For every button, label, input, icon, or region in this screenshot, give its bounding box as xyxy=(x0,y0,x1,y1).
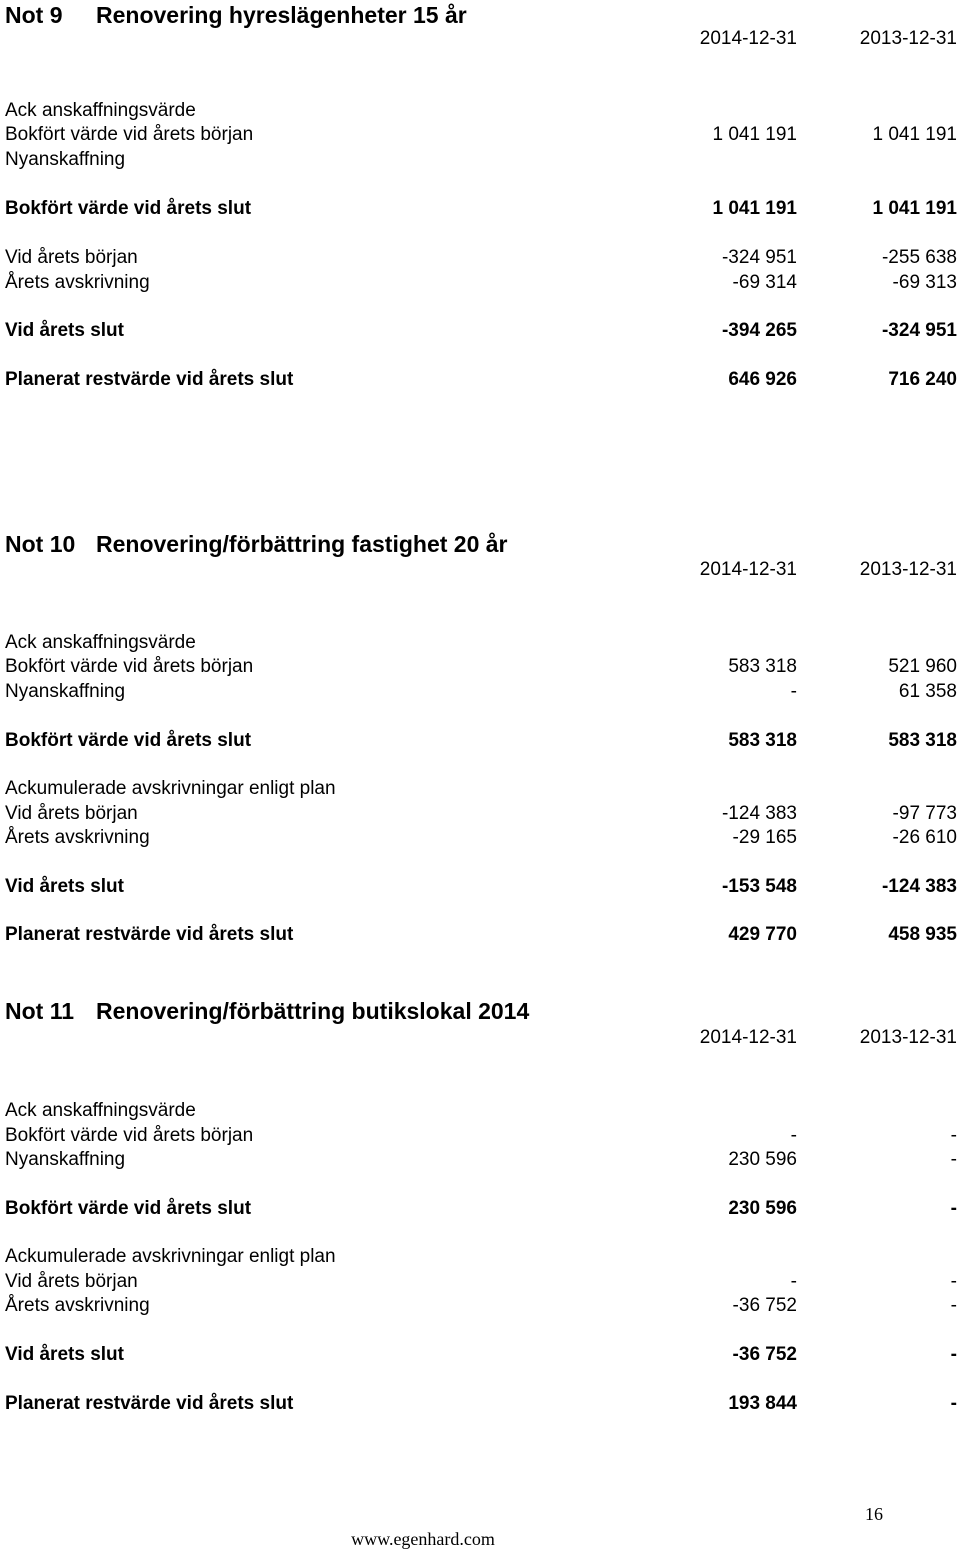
row-label: Ack anskaffningsvärde xyxy=(5,632,196,653)
value-2013: 716 240 xyxy=(888,369,957,390)
value-2013: -324 951 xyxy=(881,320,957,341)
table-row xyxy=(0,654,960,680)
value-2013: - xyxy=(950,1271,957,1292)
table-row xyxy=(0,1123,960,1149)
row-label: Vid årets början xyxy=(5,1271,138,1292)
value-2014: -324 951 xyxy=(721,247,797,268)
table-row xyxy=(0,1196,960,1222)
value-2014: 429 770 xyxy=(728,924,797,945)
note-title-text: Renovering/förbättring fastighet 20 år xyxy=(96,531,508,557)
value-2014: - xyxy=(790,1125,797,1146)
column-header-2014: 2014-12-31 xyxy=(699,1027,797,1048)
note-title-text: Renovering/förbättring butikslokal 2014 xyxy=(96,998,530,1024)
note-number: Not 10 xyxy=(5,531,76,557)
note-11-title xyxy=(5,996,529,1026)
table-row xyxy=(0,270,960,296)
table-row xyxy=(0,1147,960,1173)
value-2014: -124 383 xyxy=(721,803,797,824)
value-2014: 230 596 xyxy=(728,1198,797,1219)
value-2014: 1 041 191 xyxy=(712,124,797,145)
value-2014: 193 844 xyxy=(728,1393,797,1414)
row-label: Nyanskaffning xyxy=(5,681,126,702)
value-2013: 1 041 191 xyxy=(872,198,957,219)
table-row xyxy=(0,367,960,393)
row-label: Årets avskrivning xyxy=(5,272,150,293)
table-row xyxy=(0,801,960,827)
value-2013: -97 773 xyxy=(892,803,957,824)
row-label: Ackumulerade avskrivningar enligt plan xyxy=(5,778,336,799)
value-2014: 583 318 xyxy=(728,656,797,677)
row-label: Vid årets slut xyxy=(5,320,124,341)
row-label: Nyanskaffning xyxy=(5,149,126,170)
value-2014: 646 926 xyxy=(728,369,797,390)
value-2013: - xyxy=(950,1149,957,1170)
table-row xyxy=(0,874,960,900)
table-row xyxy=(0,318,960,344)
table-row xyxy=(0,122,960,148)
table-row xyxy=(0,1244,960,1270)
value-2013: 521 960 xyxy=(888,656,957,677)
footer-url[interactable]: www.egenhard.com xyxy=(351,1529,495,1549)
page-number: 16 xyxy=(865,1504,883,1524)
value-2014: -394 265 xyxy=(721,320,797,341)
column-header-2013: 2013-12-31 xyxy=(859,28,957,49)
value-2013: 458 935 xyxy=(888,924,957,945)
table-row xyxy=(0,630,960,656)
row-label: Bokfört värde vid årets slut xyxy=(5,730,252,751)
note-10-title xyxy=(5,529,508,559)
value-2014: 1 041 191 xyxy=(712,198,797,219)
row-label: Årets avskrivning xyxy=(5,1295,150,1316)
value-2013: - xyxy=(950,1198,957,1219)
value-2013: -69 313 xyxy=(892,272,957,293)
table-row xyxy=(0,776,960,802)
table-row xyxy=(0,728,960,754)
note-10-column-headers xyxy=(0,557,960,583)
row-label: Ack anskaffningsvärde xyxy=(5,1100,196,1121)
value-2013: 61 358 xyxy=(898,681,957,702)
row-label: Planerat restvärde vid årets slut xyxy=(5,369,294,390)
row-label: Ack anskaffningsvärde xyxy=(5,100,196,121)
value-2014: 230 596 xyxy=(728,1149,797,1170)
table-row xyxy=(0,679,960,705)
row-label: Årets avskrivning xyxy=(5,827,150,848)
row-label: Vid årets slut xyxy=(5,1344,124,1365)
row-label: Bokfört värde vid årets slut xyxy=(5,1198,252,1219)
row-label: Bokfört värde vid årets slut xyxy=(5,198,252,219)
table-row xyxy=(0,825,960,851)
value-2013: -255 638 xyxy=(881,247,957,268)
value-2013: 583 318 xyxy=(888,730,957,751)
value-2014: - xyxy=(790,681,797,702)
value-2013: - xyxy=(950,1295,957,1316)
value-2013: - xyxy=(950,1344,957,1365)
note-number: Not 11 xyxy=(5,998,75,1024)
row-label: Bokfört värde vid årets början xyxy=(5,124,254,145)
value-2014: - xyxy=(790,1271,797,1292)
note-11-column-headers xyxy=(0,1025,960,1051)
value-2014: -153 548 xyxy=(721,876,797,897)
table-row xyxy=(0,196,960,222)
row-label: Ackumulerade avskrivningar enligt plan xyxy=(5,1246,336,1267)
table-row xyxy=(0,245,960,271)
column-header-2014: 2014-12-31 xyxy=(699,559,797,580)
column-header-2014: 2014-12-31 xyxy=(699,28,797,49)
row-label: Nyanskaffning xyxy=(5,1149,126,1170)
row-label: Vid årets slut xyxy=(5,876,124,897)
value-2013: - xyxy=(950,1125,957,1146)
row-label: Bokfört värde vid årets början xyxy=(5,1125,254,1146)
row-label: Vid årets början xyxy=(5,803,138,824)
row-label: Vid årets början xyxy=(5,247,138,268)
note-number: Not 9 xyxy=(5,2,63,28)
table-row xyxy=(0,1391,960,1417)
value-2013: - xyxy=(950,1393,957,1414)
value-2014: -36 752 xyxy=(732,1344,797,1365)
note-9-column-headers xyxy=(0,26,960,52)
value-2013: -124 383 xyxy=(881,876,957,897)
table-row xyxy=(0,1269,960,1295)
note-title-text: Renovering hyreslägenheter 15 år xyxy=(96,2,467,28)
value-2014: 583 318 xyxy=(728,730,797,751)
value-2014: -29 165 xyxy=(732,827,797,848)
value-2014: -36 752 xyxy=(732,1295,797,1316)
table-row xyxy=(0,1293,960,1319)
column-header-2013: 2013-12-31 xyxy=(859,1027,957,1048)
table-row xyxy=(0,922,960,948)
value-2014: -69 314 xyxy=(732,272,797,293)
table-row xyxy=(0,1342,960,1368)
column-header-2013: 2013-12-31 xyxy=(859,559,957,580)
table-row xyxy=(0,147,960,173)
value-2013: 1 041 191 xyxy=(872,124,957,145)
row-label: Planerat restvärde vid årets slut xyxy=(5,1393,294,1414)
row-label: Bokfört värde vid årets början xyxy=(5,656,254,677)
table-row xyxy=(0,1098,960,1124)
row-label: Planerat restvärde vid årets slut xyxy=(5,924,294,945)
value-2013: -26 610 xyxy=(892,827,957,848)
table-row xyxy=(0,98,960,124)
